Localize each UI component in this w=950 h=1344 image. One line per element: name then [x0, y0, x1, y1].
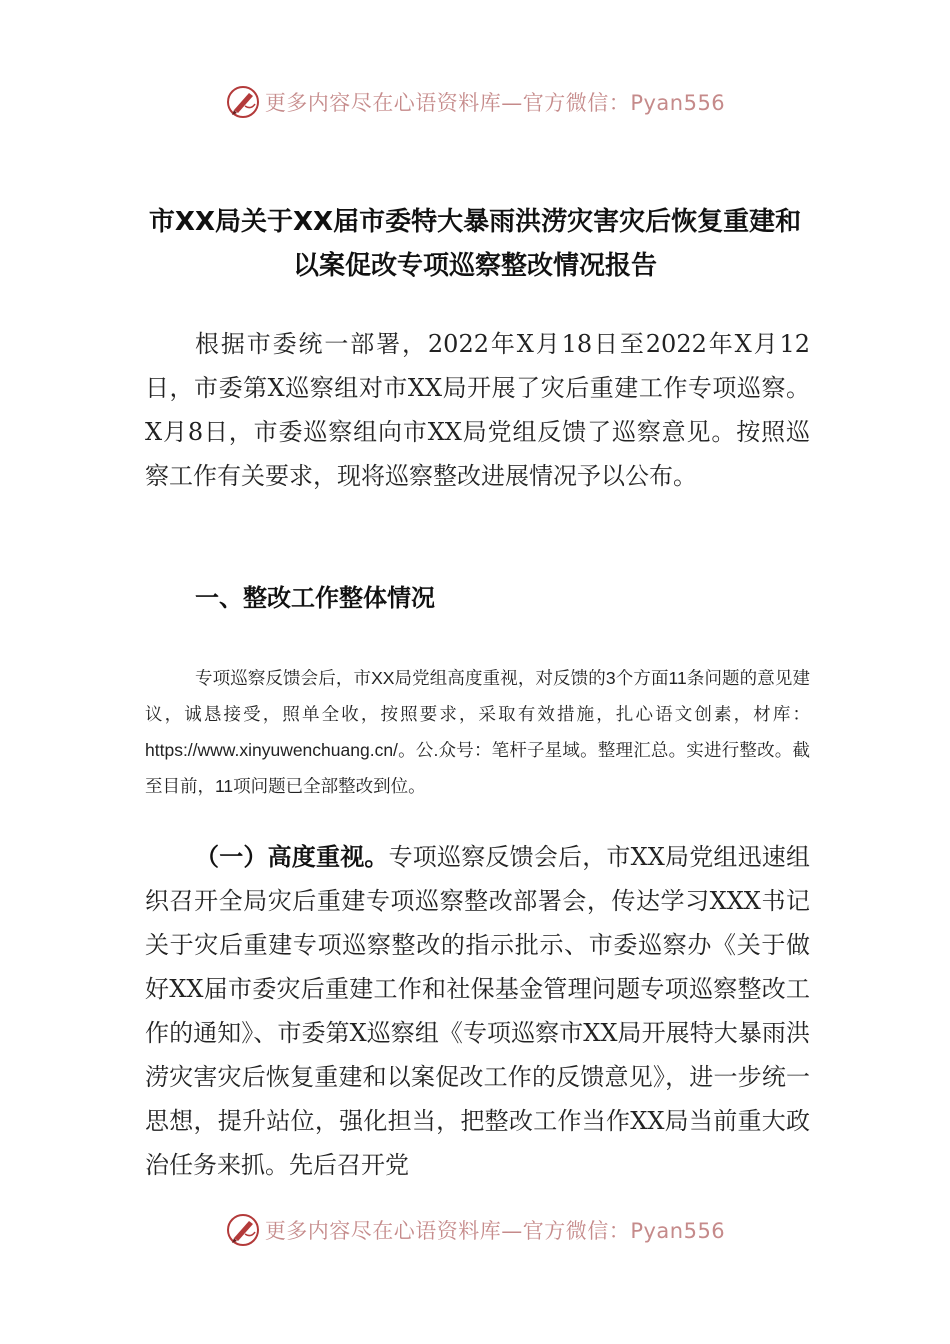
pen-logo-icon [225, 84, 261, 120]
header-banner [0, 80, 950, 124]
pen-logo-icon [225, 1212, 261, 1248]
banner-text: 更多内容尽在心语资料库—官方微信：Pyan556 [264, 91, 726, 115]
footer-banner [0, 1208, 950, 1252]
item-text: 专项巡察反馈会后，市XX局党组迅速组织召开全局灾后重建专项巡察整改部署会，传达学习XXX书记关于灾后重建专项巡察整改的指示批示、市委巡察办《关于做好XX届市委灾后重建工作和社保基金管理问题专项巡察整改工作的通知》、市委第X巡察组《专项巡察市XX局开展特大暴雨洪涝灾害灾后恢复重建和以案促改工作的反馈意见》，进一步统一思想，提升站位，强化担当，把整改工作当作XX局当前重大政治任务来抓。先后召开党 [145, 843, 810, 1179]
intro-paragraph: 根据市委统一部署，2022年X月18日至2022年X月12日，市委第X巡察组对市XX局开展了灾后重建工作专项巡察。X月8日，市委巡察组向市XX局党组反馈了巡察意见。按照巡察工作有关要求，现将巡察整改进展情况予以公布。 [145, 330, 810, 490]
item-paragraph [145, 835, 810, 1187]
section-paragraph: 专项巡察反馈会后，市XX局党组高度重视，对反馈的3个方面11条问题的意见建议，诚恳接受，照单全收，按照要求，采取有效措施，扎心语文创素，材库：https://www.xinyuwenchuang.cn/。公.众号：笔杆子星域。整理汇总。实进行整改。截至目前，11项问题已全部整改到位。 [145, 668, 810, 796]
wechat-id: Pyan556 [630, 1219, 726, 1243]
wechat-id: Pyan556 [630, 91, 726, 115]
banner-text: 更多内容尽在心语资料库—官方微信：Pyan556 [264, 1219, 726, 1243]
section-heading: 一、整改工作整体情况 [195, 584, 435, 612]
document-title: 市XX局关于XX届市委特大暴雨洪涝灾害灾后恢复重建和以案促改专项巡察整改情况报告 [148, 207, 802, 281]
item-lead: （一）高度重视。 [195, 843, 389, 871]
